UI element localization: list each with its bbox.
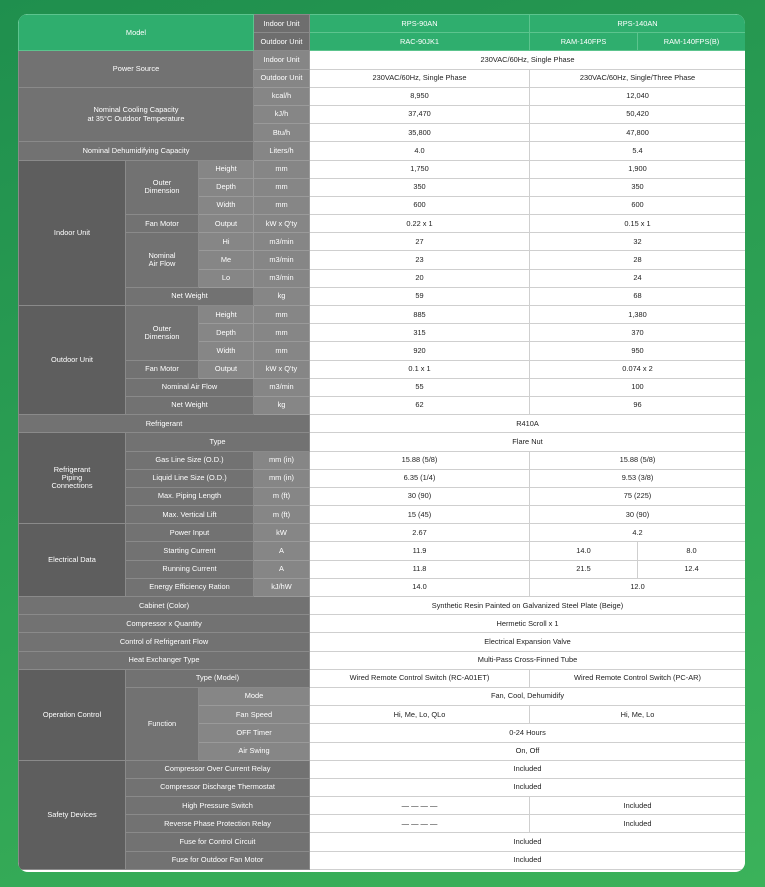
unit-cell: m3/min (254, 269, 310, 287)
value-90: Wired Remote Control Switch (RC-A01ET) (310, 669, 530, 687)
piping-row (19, 487, 746, 505)
value-140: 15.88 (5/8) (530, 451, 746, 469)
piping-label-line2: Piping (61, 473, 83, 483)
value-90: 0.1 x 1 (310, 360, 530, 378)
control-flow-value: Electrical Expansion Valve (310, 633, 746, 651)
unit-cell: mm (in) (254, 451, 310, 469)
piping-type-value: Flare Nut (310, 433, 746, 451)
value-90: 2.67 (310, 524, 530, 542)
heat-exchanger-row (19, 651, 746, 669)
row-name: Gas Line Size (O.D.) (126, 451, 254, 469)
row-name: Depth (199, 324, 254, 342)
nominal-air-flow-label: Nominal Air Flow (126, 378, 254, 396)
model-label: Model (19, 15, 254, 51)
safety-row (19, 760, 746, 778)
value-140: 370 (530, 324, 746, 342)
outdoor-outer-dimension-label (126, 306, 199, 361)
value-90: 14.0 (310, 578, 530, 596)
row-name: Max. Piping Length (126, 487, 254, 505)
outdoor-unit-group: Outdoor Unit (19, 306, 126, 415)
value-90: 55 (310, 378, 530, 396)
heat-exchanger-value: Multi-Pass Cross-Finned Tube (310, 651, 746, 669)
power-outdoor-140: 230VAC/60Hz, Single/Three Phase (530, 69, 746, 87)
refrigerant-row (19, 415, 746, 433)
electrical-group: Electrical Data (19, 524, 126, 597)
piping-row (19, 506, 746, 524)
row-name: Hi (199, 233, 254, 251)
value-140a: 21.5 (530, 560, 638, 578)
unit-cell: A (254, 560, 310, 578)
power-row-indoor (19, 51, 746, 69)
safety-row (19, 797, 746, 815)
power-source-label: Power Source (19, 51, 254, 87)
value-90: 37,470 (310, 105, 530, 123)
dimension-line: Dimension (144, 186, 180, 196)
unit-cell: mm (254, 160, 310, 178)
unit-cell: mm (254, 306, 310, 324)
model-row-indoor (19, 15, 746, 33)
value-90: — — — — (310, 797, 530, 815)
outdoor-row (19, 306, 746, 324)
value-90: 315 (310, 324, 530, 342)
function-label: Function (126, 687, 199, 760)
indoor-outer-dimension-label (126, 160, 199, 215)
value-90: — — — — (310, 815, 530, 833)
refrigerant-value: R410A (310, 415, 746, 433)
compressor-row (19, 615, 746, 633)
row-name: Width (199, 342, 254, 360)
electrical-row (19, 542, 746, 560)
value-90: 59 (310, 287, 530, 305)
dimension-line: Dimension (144, 331, 180, 341)
value-140: 0.15 x 1 (530, 215, 746, 233)
eer-label: Energy Efficiency Ration (126, 578, 254, 596)
value-140: 5.4 (530, 142, 746, 160)
value-140: Included (530, 797, 746, 815)
safety-devices-group: Safety Devices (19, 760, 126, 869)
value-90: 4.0 (310, 142, 530, 160)
value-90: 11.9 (310, 542, 530, 560)
fan-motor-label: Fan Motor (126, 360, 199, 378)
net-weight-label: Net Weight (126, 287, 254, 305)
unit-cell: kg (254, 287, 310, 305)
nominal-line: Nominal (148, 250, 176, 260)
row-name: Fuse for Outdoor Fan Motor (126, 851, 310, 869)
value-90: 600 (310, 196, 530, 214)
indoor-model-140: RPS-140AN (530, 15, 746, 33)
operation-row (19, 669, 746, 687)
row-name: Height (199, 306, 254, 324)
fan-motor-label: Fan Motor (126, 215, 199, 233)
value-90: 23 (310, 251, 530, 269)
unit-cell: kW x Q'ty (254, 360, 310, 378)
specification-table (18, 14, 745, 870)
air-swing-value: On, Off (310, 742, 746, 760)
cooling-label-line1: Nominal Cooling Capacity (93, 105, 179, 115)
outer-line: Outer (152, 178, 172, 188)
fan-speed-label: Fan Speed (199, 706, 310, 724)
refrigerant-label: Refrigerant (19, 415, 310, 433)
value-90: Hi, Me, Lo, QLo (310, 706, 530, 724)
value-140: Wired Remote Control Switch (PC-AR) (530, 669, 746, 687)
row-name: Reverse Phase Protection Relay (126, 815, 310, 833)
indoor-air-flow-label (126, 233, 199, 288)
indoor-model-90: RPS-90AN (310, 15, 530, 33)
unit-cell: mm (254, 342, 310, 360)
value-all: Included (310, 833, 746, 851)
compressor-label: Compressor x Quantity (19, 615, 310, 633)
spec-sheet (18, 14, 745, 872)
safety-row (19, 851, 746, 869)
unit-cell: Liters/h (254, 142, 310, 160)
running-current-label: Running Current (126, 560, 254, 578)
row-name: Compressor Discharge Thermostat (126, 778, 310, 796)
unit-cell: m (ft) (254, 487, 310, 505)
outdoor-model-90: RAC-90JK1 (310, 33, 530, 51)
starting-current-label: Starting Current (126, 542, 254, 560)
unit-cell: A (254, 542, 310, 560)
unit-cell: m3/min (254, 251, 310, 269)
indoor-row (19, 160, 746, 178)
value-all: Included (310, 778, 746, 796)
outdoor-unit-label: Outdoor Unit (254, 33, 310, 51)
piping-row (19, 433, 746, 451)
row-name: Liquid Line Size (O.D.) (126, 469, 254, 487)
row-name: Me (199, 251, 254, 269)
value-140: 68 (530, 287, 746, 305)
value-90: 20 (310, 269, 530, 287)
value-140: 75 (225) (530, 487, 746, 505)
value-140a: 14.0 (530, 542, 638, 560)
cabinet-value: Synthetic Resin Painted on Galvanized Steel Plate (Beige) (310, 597, 746, 615)
value-140: 0.074 x 2 (530, 360, 746, 378)
operation-control-group: Operation Control (19, 669, 126, 760)
value-90: 15 (45) (310, 506, 530, 524)
indoor-row (19, 233, 746, 251)
air-swing-label: Air Swing (199, 742, 310, 760)
piping-label-line1: Refrigerant (53, 465, 91, 475)
value-140: 950 (530, 342, 746, 360)
off-timer-value: 0-24 Hours (310, 724, 746, 742)
unit-cell: m (ft) (254, 506, 310, 524)
power-outdoor-label: Outdoor Unit (254, 69, 310, 87)
control-flow-row (19, 633, 746, 651)
row-name: High Pressure Switch (126, 797, 310, 815)
power-outdoor-90: 230VAC/60Hz, Single Phase (310, 69, 530, 87)
value-90: 30 (90) (310, 487, 530, 505)
outdoor-model-140b: RAM-140FPS(B) (638, 33, 746, 51)
value-140: 47,800 (530, 124, 746, 142)
cabinet-label: Cabinet (Color) (19, 597, 310, 615)
safety-row (19, 833, 746, 851)
cooling-row (19, 87, 746, 105)
value-90: 350 (310, 178, 530, 196)
output-label: Output (199, 360, 254, 378)
value-140: 9.53 (3/8) (530, 469, 746, 487)
value-140: Included (530, 815, 746, 833)
mode-value: Fan, Cool, Dehumidify (310, 687, 746, 705)
value-90: 62 (310, 396, 530, 414)
row-name: Depth (199, 178, 254, 196)
safety-row (19, 778, 746, 796)
value-90: 15.88 (5/8) (310, 451, 530, 469)
unit-cell: Btu/h (254, 124, 310, 142)
row-name: Width (199, 196, 254, 214)
value-90: 920 (310, 342, 530, 360)
row-name: Max. Vertical Lift (126, 506, 254, 524)
row-name: Lo (199, 269, 254, 287)
value-140: 1,380 (530, 306, 746, 324)
unit-cell: kJ/hW (254, 578, 310, 596)
power-indoor-value: 230VAC/60Hz, Single Phase (310, 51, 746, 69)
value-90: 885 (310, 306, 530, 324)
unit-cell: m3/min (254, 378, 310, 396)
unit-cell: mm (254, 324, 310, 342)
value-90: 11.8 (310, 560, 530, 578)
outer-line: Outer (152, 323, 172, 333)
unit-cell: mm (254, 178, 310, 196)
heat-exchanger-label: Heat Exchanger Type (19, 651, 310, 669)
unit-cell: kW (254, 524, 310, 542)
outdoor-row (19, 360, 746, 378)
unit-cell: kW x Q'ty (254, 215, 310, 233)
row-name: Height (199, 160, 254, 178)
value-140: 12,040 (530, 87, 746, 105)
dehumidifying-label: Nominal Dehumidifying Capacity (19, 142, 254, 160)
air-flow-line: Air Flow (148, 259, 176, 269)
electrical-row (19, 524, 746, 542)
value-140: 50,420 (530, 105, 746, 123)
off-timer-label: OFF Timer (199, 724, 310, 742)
mode-label: Mode (199, 687, 310, 705)
dehumidifying-row (19, 142, 746, 160)
electrical-row (19, 578, 746, 596)
value-all: Included (310, 760, 746, 778)
power-input-label: Power Input (126, 524, 254, 542)
value-140: Hi, Me, Lo (530, 706, 746, 724)
outdoor-model-140a: RAM-140FPS (530, 33, 638, 51)
unit-cell: kJ/h (254, 105, 310, 123)
value-90: 0.22 x 1 (310, 215, 530, 233)
row-name: Fuse for Control Circuit (126, 833, 310, 851)
value-140: 24 (530, 269, 746, 287)
value-140: 350 (530, 178, 746, 196)
unit-cell: mm (in) (254, 469, 310, 487)
piping-row (19, 469, 746, 487)
cabinet-row (19, 597, 746, 615)
unit-cell: mm (254, 196, 310, 214)
value-90: 1,750 (310, 160, 530, 178)
value-140b: 12.4 (638, 560, 746, 578)
value-140: 600 (530, 196, 746, 214)
operation-row (19, 687, 746, 705)
electrical-row (19, 560, 746, 578)
net-weight-label: Net Weight (126, 396, 254, 414)
cooling-capacity-label (19, 87, 254, 142)
output-label: Output (199, 215, 254, 233)
value-90: 35,800 (310, 124, 530, 142)
indoor-row (19, 215, 746, 233)
value-140: 12.0 (530, 578, 746, 596)
control-flow-label: Control of Refrigerant Flow (19, 633, 310, 651)
compressor-value: Hermetic Scroll x 1 (310, 615, 746, 633)
cooling-label-line2: at 35°C Outdoor Temperature (87, 113, 185, 123)
value-140: 32 (530, 233, 746, 251)
value-90: 27 (310, 233, 530, 251)
safety-row (19, 815, 746, 833)
value-140: 4.2 (530, 524, 746, 542)
indoor-unit-label: Indoor Unit (254, 15, 310, 33)
unit-cell: kg (254, 396, 310, 414)
power-indoor-label: Indoor Unit (254, 51, 310, 69)
value-140: 96 (530, 396, 746, 414)
piping-row (19, 451, 746, 469)
value-140: 30 (90) (530, 506, 746, 524)
value-140: 100 (530, 378, 746, 396)
value-90: 8,950 (310, 87, 530, 105)
unit-cell: m3/min (254, 233, 310, 251)
piping-type-label: Type (126, 433, 310, 451)
piping-label-line3: Connections (51, 481, 93, 491)
row-name: Compressor Over Current Relay (126, 760, 310, 778)
outdoor-row (19, 396, 746, 414)
indoor-row (19, 287, 746, 305)
value-90: 6.35 (1/4) (310, 469, 530, 487)
type-model-label: Type (Model) (126, 669, 310, 687)
unit-cell: kcal/h (254, 87, 310, 105)
value-140: 28 (530, 251, 746, 269)
piping-group (19, 433, 126, 524)
value-all: Included (310, 851, 746, 869)
outdoor-row (19, 378, 746, 396)
indoor-unit-group: Indoor Unit (19, 160, 126, 306)
value-140b: 8.0 (638, 542, 746, 560)
value-140: 1,900 (530, 160, 746, 178)
